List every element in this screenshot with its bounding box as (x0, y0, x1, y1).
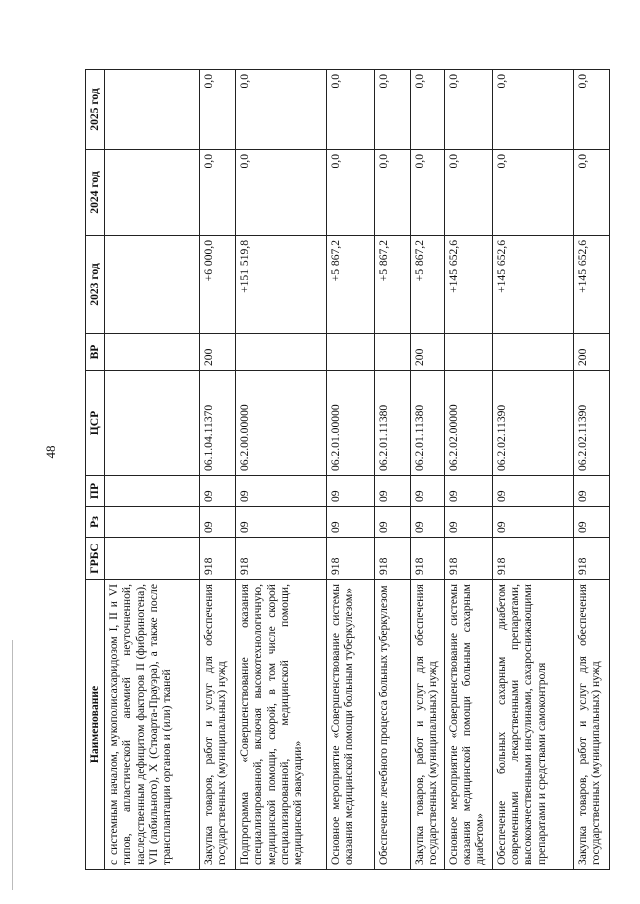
row-rz: 09 (410, 507, 444, 538)
row-csr: 06.2.02.11390 (573, 371, 609, 476)
row-csr: 06.2.02.00000 (444, 371, 492, 476)
col-header-pr: ПР (86, 476, 105, 507)
row-2025: 0,0 (573, 70, 609, 150)
row-rz: 09 (374, 507, 410, 538)
row-2025: 0,0 (326, 70, 374, 150)
row-grbs: 918 (236, 538, 327, 580)
row-pr: 09 (492, 476, 573, 507)
row-2024: 0,0 (492, 150, 573, 236)
row-grbs: 918 (199, 538, 235, 580)
row-2024: 0,0 (374, 150, 410, 236)
table-row (374, 70, 410, 870)
col-header-grbs: ГРБС (86, 538, 105, 580)
budget-table (85, 69, 610, 870)
table-row (326, 70, 374, 870)
row-2023: +151 519,8 (236, 236, 327, 334)
row-vr (326, 334, 374, 371)
row-vr (492, 334, 573, 371)
row-name: Закупка товаров, работ и услуг для обеспечения государственных (муниципальных) нужд (199, 580, 235, 870)
row-vr: 200 (410, 334, 444, 371)
table-row (573, 70, 609, 870)
row-grbs (105, 538, 200, 580)
row-csr (105, 371, 200, 476)
row-name: Подпрограмма «Совершенствование оказания специализированной, включая высокотехнологичную, медицинской помощи, скорой, в том числе скорой специализированной, медицинской помощи, медицинской эвакуации» (236, 580, 327, 870)
col-header-rz: Рз (86, 507, 105, 538)
row-rz: 09 (199, 507, 235, 538)
row-2024: 0,0 (236, 150, 327, 236)
row-rz: 09 (492, 507, 573, 538)
row-2024 (105, 150, 200, 236)
row-grbs: 918 (374, 538, 410, 580)
row-2023: +5 867,2 (410, 236, 444, 334)
table-row (492, 70, 573, 870)
row-csr: 06.2.01.00000 (326, 371, 374, 476)
row-csr: 06.2.01.11380 (374, 371, 410, 476)
row-2023: +6 000,0 (199, 236, 235, 334)
row-pr: 09 (573, 476, 609, 507)
row-grbs: 918 (410, 538, 444, 580)
row-csr: 06.2.02.11390 (492, 371, 573, 476)
row-name: Закупка товаров, работ и услуг для обеспечения государственных (муниципальных) нужд (410, 580, 444, 870)
row-pr: 09 (374, 476, 410, 507)
row-2023: +145 652,6 (444, 236, 492, 334)
row-2025: 0,0 (374, 70, 410, 150)
row-2024: 0,0 (326, 150, 374, 236)
row-name: Обеспечение больных сахарным диабетом современными лекарственными препаратами, высококачественными инсулинами, сахароснижающими препаратами и средствами самоконтроля (492, 580, 573, 870)
col-header-2023: 2023 год (86, 236, 105, 334)
table-row (410, 70, 444, 870)
row-2025: 0,0 (236, 70, 327, 150)
row-grbs: 918 (444, 538, 492, 580)
row-2025: 0,0 (444, 70, 492, 150)
row-2025: 0,0 (492, 70, 573, 150)
row-vr: 200 (199, 334, 235, 371)
page-number: 48 (43, 445, 58, 459)
row-2023: +5 867,2 (326, 236, 374, 334)
row-rz: 09 (236, 507, 327, 538)
row-vr (374, 334, 410, 371)
row-name: Обеспечение лечебного процесса больных туберкулезом (374, 580, 410, 870)
row-name: Закупка товаров, работ и услуг для обеспечения государственных (муниципальных) нужд (573, 580, 609, 870)
row-2025: 0,0 (410, 70, 444, 150)
row-2024: 0,0 (573, 150, 609, 236)
row-pr: 09 (444, 476, 492, 507)
row-2023 (105, 236, 200, 334)
col-header-csr: ЦСР (86, 371, 105, 476)
row-2023: +145 652,6 (492, 236, 573, 334)
row-pr: 09 (326, 476, 374, 507)
row-grbs: 918 (573, 538, 609, 580)
row-2024: 0,0 (410, 150, 444, 236)
row-vr (105, 334, 200, 371)
row-vr (444, 334, 492, 371)
table-row (105, 70, 200, 870)
row-grbs: 918 (492, 538, 573, 580)
row-pr: 09 (236, 476, 327, 507)
row-vr: 200 (573, 334, 609, 371)
row-grbs: 918 (326, 538, 374, 580)
row-rz (105, 507, 200, 538)
table-row (199, 70, 235, 870)
row-2024: 0,0 (199, 150, 235, 236)
row-2025: 0,0 (199, 70, 235, 150)
row-csr: 06.2.01.11380 (410, 371, 444, 476)
col-header-vr: ВР (86, 334, 105, 371)
table-row (236, 70, 327, 870)
row-csr: 06.2.00.00000 (236, 371, 327, 476)
table-row (444, 70, 492, 870)
row-pr (105, 476, 200, 507)
row-rz: 09 (326, 507, 374, 538)
row-rz: 09 (573, 507, 609, 538)
header-row (86, 70, 105, 870)
col-header-2024: 2024 год (86, 150, 105, 236)
row-name: Основное мероприятие «Совершенствование системы оказания медицинской помощи больным сахарным диабетом» (444, 580, 492, 870)
row-2023: +5 867,2 (374, 236, 410, 334)
col-header-2025: 2025 год (86, 70, 105, 150)
row-name: Основное мероприятие «Совершенствование системы оказания медицинской помощи больным туберкулезом» (326, 580, 374, 870)
row-2025 (105, 70, 200, 150)
row-name: с системным началом, мукополисахаридозом I, II и VI типов, апластической анемией неуточненной, наследственным дефицитом факторов II (фибриногена), VII (лабильного), X (Стюарта-Прауэра), а также после трансплантации органов и (или) тканей (105, 580, 200, 870)
left-margin-line (12, 640, 13, 890)
row-vr (236, 334, 327, 371)
row-pr: 09 (199, 476, 235, 507)
row-rz: 09 (444, 507, 492, 538)
col-header-name: Наименование (86, 580, 105, 870)
rotated-table-wrapper (85, 70, 610, 870)
row-pr: 09 (410, 476, 444, 507)
row-2023: +145 652,6 (573, 236, 609, 334)
row-csr: 06.1.04.11370 (199, 371, 235, 476)
row-2024: 0,0 (444, 150, 492, 236)
